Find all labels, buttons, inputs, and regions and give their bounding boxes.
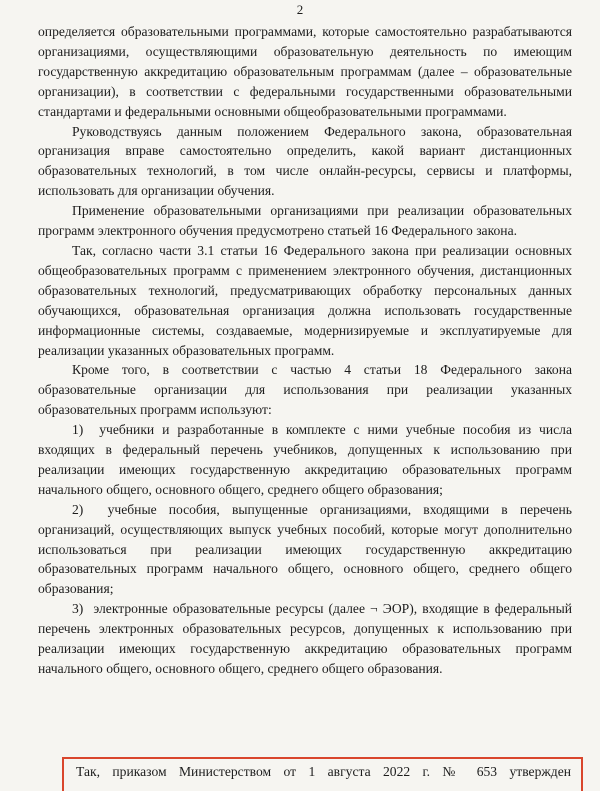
paragraph-continuation: определяется образовательными программами, которые самостоятельно разрабатываются организациями, осуществляющими образовательную деятельность по имеющим государственную аккредитацию образовательным программам (далее – образовательные организации), в соответствии с федеральными государственными образовательными стандартами и федеральными основными общеобразовательными программами. (38, 24, 572, 119)
highlighted-excerpt (62, 757, 583, 791)
paragraph-e-learning-application: Применение образовательными организациями при реализации образовательных программ электронного обучения предусмотрено статьей 16 Федерального закона. (38, 203, 572, 239)
paragraph-guidance: Руководствуясь данным положением Федерального закона, образовательная организация вправе самостоятельно определить, какой вариант дистанционных образовательных технологий, в том числе онлайн-ресурсы, сервисы и платформы, использовать для организации обучения. (38, 123, 572, 199)
highlighted-excerpt-text: Так, приказом Министерством от 1 августа 2022 г. № 653 утвержден (76, 764, 571, 779)
list-item-study-guides: 2) учебные пособия, выпущенные организациями, входящими в перечень организаций, осуществляющих выпуск учебных пособий, которые могут дополнительно использоваться при реализации имеющих государственную аккредитацию образовательных программ начального общего, основного общего, среднего общего образования; (38, 501, 572, 597)
page-number: 2 (296, 2, 304, 17)
list-item-textbooks: 1) учебники и разработанные в комплекте с ними учебные пособия из числа входящих в федеральный перечень учебников, допущенных к использованию при реализации имеющих государственную аккредитацию образовательных программ начального общего, основного общего, среднего общего образования; (38, 422, 572, 497)
paragraph-article-16: Так, согласно части 3.1 статьи 16 Федерального закона при реализации основных общеобразовательных программ с применением электронного обучения, дистанционных образовательных технологий, предусматривающих обработку персональных данных обучающихся, образовательная организация должна использовать государственные информационные системы, создаваемые, модернизируемые и эксплуатируемые для реализации указанных образовательных программ. (38, 242, 572, 358)
paragraph-article-18: Кроме того, в соответствии с частью 4 статьи 18 Федерального закона образовательные организации для использования при реализации указанных образовательных программ используют: (38, 362, 572, 418)
document-body (38, 22, 572, 679)
list-item-electronic-resources: 3) электронные образовательные ресурсы (далее ¬ ЭОР), входящие в федеральный перечень электронных образовательных ресурсов, допущенных к использованию при реализации имеющих государственную аккредитацию образовательных программ начального общего, основного общего, среднего общего образования. (38, 601, 572, 676)
